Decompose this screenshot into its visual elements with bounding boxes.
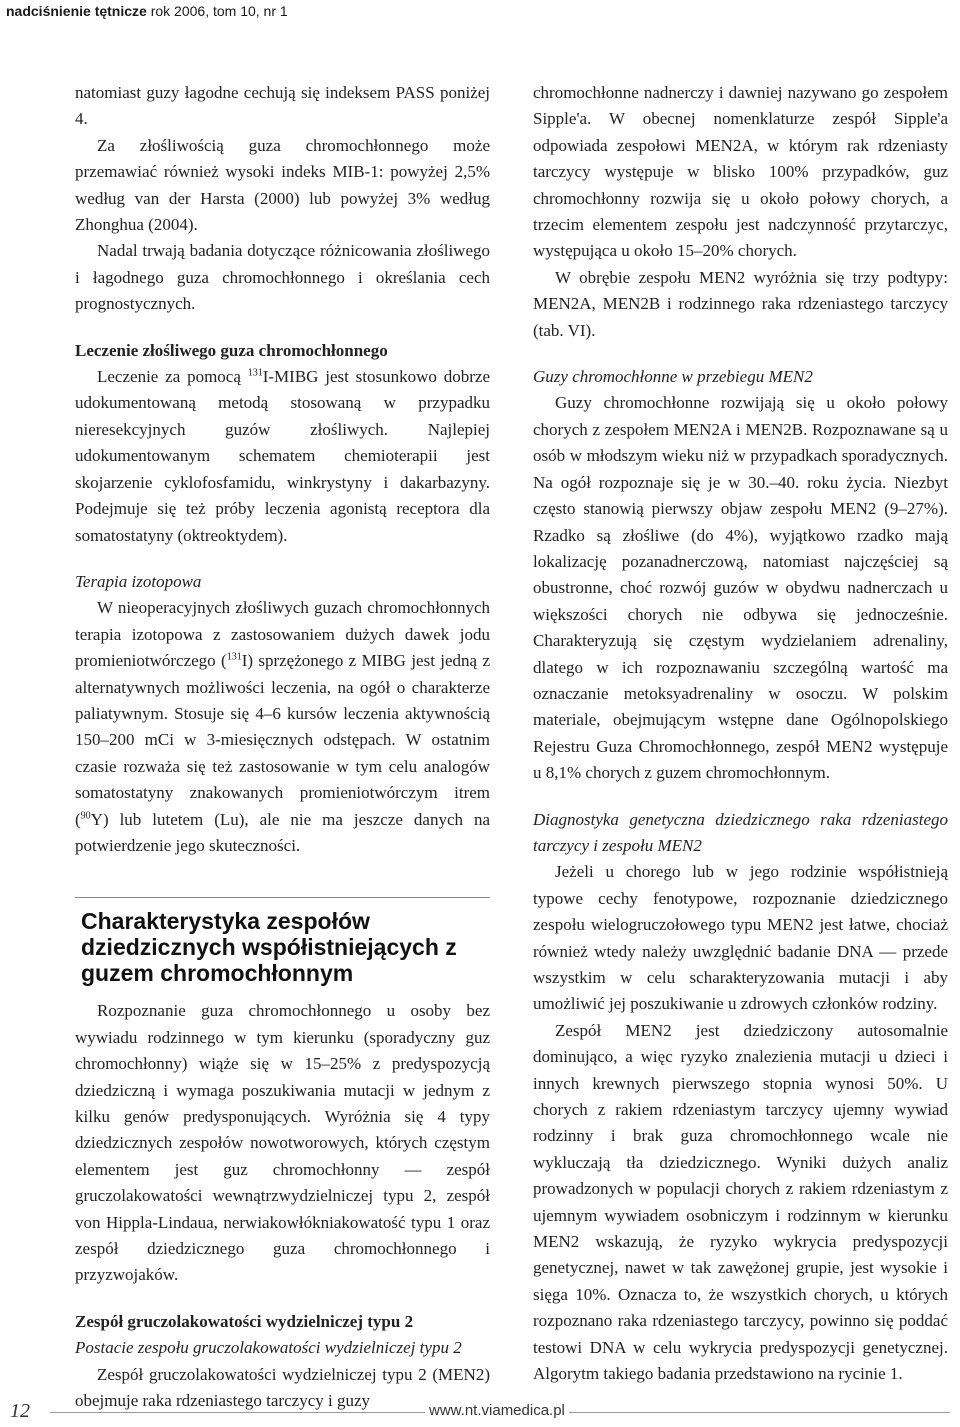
- subsection-heading: Zespół gruczolakowatości wydzielniczej typu 2: [75, 1311, 414, 1331]
- paragraph: Rozpoznanie guza chromochłonnego u osoby bez wywiadu rodzinnego w tym kierunku (sporadyczny guz chromochłonny) wiąże się w 15–25% z predyspozycją dziedziczną i wymaga poszukiwania mutacji w jednym z kilku genów predysponujących. Wyróżnia się 4 typy dziedzicznych zespołów nowotworowych, których częstym elementem jest guz chromochłonny — zespół gruczolakowatości wewnątrzwydzielniczej typu 2, zespół von Hippla-Lindaua, nerwiakowłókniakowatość typu 1 oraz zespół dziedzicznego guza chromochłonnego i przyzwojaków.: [75, 1001, 490, 1285]
- journal-name: nadciśnienie tętnicze: [6, 3, 147, 19]
- subsection-heading: Terapia izotopowa: [75, 571, 202, 591]
- running-header: [0, 0, 960, 22]
- paragraph: Guzy chromochłonne rozwijają się u około połowy chorych z zespołem MEN2A i MEN2B. Rozpoznawane są u osób w młodszym wieku niż w przypadkach sporadycznych. Na ogół rozpoznaje się je w 30.–40. roku życia. Niezbyt często stanowią pierwszy objaw zespołu MEN2 (9–27%). Rzadko są złośliwe (do 4%), wyjątkowo rzadko mają lokalizację pozanadnerczową, natomiast najczęściej są obustronne, choć rozwój guzów w obydwu nadnerczach u większości chorych nie odbywa się jednocześnie. Charakteryzują się częstym wydzielaniem adrenaliny, dlatego w ich rozpoznawaniu szczególną wartość ma oznaczanie metoksyadrenaliny w osoczu. W polskim materiale, obejmującym wstępne dane Ogólnopolskiego Rejestru Guza Chromochłonnego, zespół MEN2 występuje u 8,1% chorych z guzem chromochłonnym.: [533, 393, 948, 783]
- subsection-heading: Diagnostyka genetyczna dziedzicznego raka rdzeniastego tarczycy i zespołu MEN2: [533, 809, 948, 855]
- section-divider: [75, 897, 490, 898]
- paragraph: natomiast guzy łagodne cechują się indeksem PASS poniżej 4.: [75, 83, 490, 129]
- journal-issue: rok 2006, tom 10, nr 1: [150, 3, 288, 19]
- paragraph: Jeżeli u chorego lub w jego rodzinie współistnieją typowe cechy fenotypowe, rozpoznanie dziedzicznego zespołu wielogruczołowego typu MEN2 jest łatwe, chociaż również wtedy należy uwzględnić badanie DNA — przede wszystkim w celu scharakteryzowania mutacji i aby umożliwić jej poszukiwanie u zdrowych członków rodziny.: [533, 862, 948, 1014]
- paragraph: Zespół gruczolakowatości wydzielniczej typu 2 (MEN2) obejmuje raka rdzeniastego tarczycy i guzy: [75, 1364, 490, 1411]
- paragraph: chromochłonne nadnerczy i dawniej nazywano go zespołem Sipple'a. W obecnej nomenklaturze zespół Sipple'a odpowiada zespołowi MEN2A, w którym rak rdzeniasty tarczycy występuje w blisko 100% przypadków, guz chromochłonny rozwija się u około połowy chorych, a trzecim elementem zespołu jest nadczynność przytarczyc, występująca u około 15–20% chorych.: [533, 83, 948, 261]
- paragraph: Za złośliwością guza chromochłonnego może przemawiać również wysoki indeks MIB-1: powyżej 2,5% według van der Harsta (2000) lub powyżej 3% według Zhonghua (2004).: [75, 135, 490, 235]
- paragraph: Nadal trwają badania dotyczące różnicowania złośliwego i łagodnego guza chromochłonnego i określania cech prognostycznych.: [75, 241, 490, 314]
- page-number: 12: [10, 1400, 30, 1422]
- paragraph: Leczenie za pomocą $^{131}$I-MIBG jest stosunkowo dobrze udokumentowaną metodą stosowaną w przypadku nieresekcyjnych guzów złośliwych. Najlepiej udokumentowanym schematem chemioterapii jest skojarzenie cyklofosfamidu, winkrystyny i dakarbazyny. Podejmuje się też próby leczenia agonistą receptora dla somatostatyny (oktreoktydem).: [75, 367, 490, 545]
- journal-url: www.nt.viamedica.pl: [425, 1402, 569, 1419]
- paragraph: W obrębie zespołu MEN2 wyróżnia się trzy podtypy: MEN2A, MEN2B i rodzinnego raka rdzeniastego tarczycy (tab. VI).: [533, 267, 948, 340]
- subsection-subheading: Postacie zespołu gruczolakowatości wydzielniczej typu 2: [75, 1338, 462, 1358]
- left-column: [75, 80, 490, 1414]
- paragraph: Zespół MEN2 jest dziedziczony autosomalnie dominująco, a więc ryzyko znalezienia mutacji u dzieci i innych krewnych pierwszego stopnia wynosi 50%. U chorych z rakiem rdzeniastym tarczycy ujemny wywiad rodzinny i brak guza chromochłonnego wcale nie wykluczają tła dziedzicznego. Wyniki dużych analiz prowadzonych w populacji chorych z rakiem rdzeniastym z ujemnym wywiadem osobniczym i rodzinnym w kierunku MEN2 wskazują, że ryzyko wykrycia predyspozycji genetycznej, nawet w tak zawężonej grupie, jest wysokie i sięga 10%. Oznacza to, że wszystkich chorych, u których rozpoznano raka rdzeniastego tarczycy, powinno się poddać testowi DNA w celu wykrycia predyspozycji genetycznej. Algorytm takiego badania przedstawiono na rycinie 1.: [533, 1020, 948, 1384]
- right-column: [533, 80, 948, 1388]
- subsection-heading: Guzy chromochłonne w przebiegu MEN2: [533, 367, 813, 387]
- subsection-heading: Leczenie złośliwego guza chromochłonnego: [75, 340, 388, 360]
- paragraph: W nieoperacyjnych złośliwych guzach chromochłonnych terapia izotopowa z zastosowaniem dużych dawek jodu promieniotwórczego ($^{131}$I) sprzężonego z MIBG jest jedną z alternatywnych możliwości leczenia, na ogół o charakterze paliatywnym. Stosuje się 4–6 kursów leczenia aktywnością 150–200 mCi w 3-miesięcznych odstępach. W ostatnim czasie rozważa się też zastosowanie w tym celu analogów somatostatyny znakowanych promieniotwórczym itrem ($^{90}$Y) lub lutetem (Lu), ale nie ma jeszcze danych na potwierdzenie jego skuteczności.: [75, 598, 490, 855]
- section-heading: Charakterystyka zespołów dziedzicznych współistniejących z guzem chromochłonnym: [81, 908, 457, 987]
